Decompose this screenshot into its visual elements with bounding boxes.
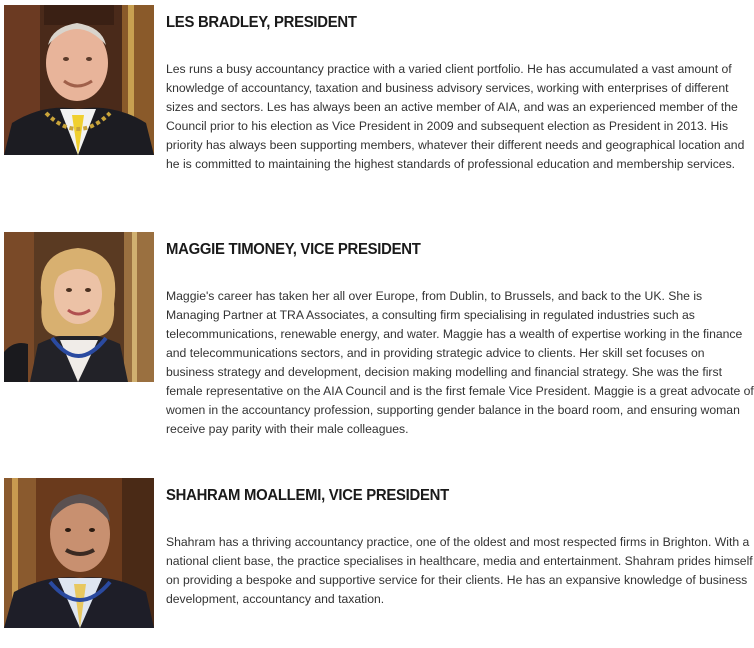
profile-name: MAGGIE TIMONEY, VICE PRESIDENT [166, 241, 421, 258]
portrait-photo-les-bradley [4, 5, 154, 155]
profile-bio: Maggie's career has taken her all over Europe, from Dublin, to Brussels, and back to the UK. She is Managing Partner at TRA Associates, a consulting firm specialising in regulated industries such as telecommunications, renewable energy, and water. Maggie has a wealth of expertise working in the finance and telecommunications sectors, and in providing strategic advice to clients. Her skill set focuses on business strategy and development, decision making modelling and financial strategy. She was the first female representative on the AIA Council and is the first female Vice President. Maggie is a great advocate of women in the accountancy profession, supporting gender balance in the board room, and ensuring woman receive pay parity with their male colleagues. [166, 289, 754, 436]
portrait-photo-shahram-moallemi [4, 478, 154, 628]
profile-bio: Les runs a busy accountancy practice with a varied client portfolio. He has accumulated a vast amount of knowledge of accountancy, taxation and business advisory services, working with enterprises of different sizes and sectors. Les has always been an active member of AIA, and was an experienced member of the Council prior to his election as Vice President in 2009 and subsequent election as President in 2013. His priority has always been supporting members, whatever their different needs and geographical location and he is committed to maintaining the highest standards of professional education and membership services. [166, 62, 745, 171]
profile-bio: Shahram has a thriving accountancy practice, one of the oldest and most respected firms in Brighton. With a national client base, the practice specialises in healthcare, media and entertainment. Shahram prides himself on providing a bespoke and supportive service for their clients. He has an expansive knowledge of business development, accountancy and taxation. [166, 535, 753, 606]
profile-name: SHAHRAM MOALLEMI, VICE PRESIDENT [166, 487, 449, 504]
profile-name: LES BRADLEY, PRESIDENT [166, 14, 357, 31]
portrait-photo-maggie-timoney [4, 232, 154, 382]
